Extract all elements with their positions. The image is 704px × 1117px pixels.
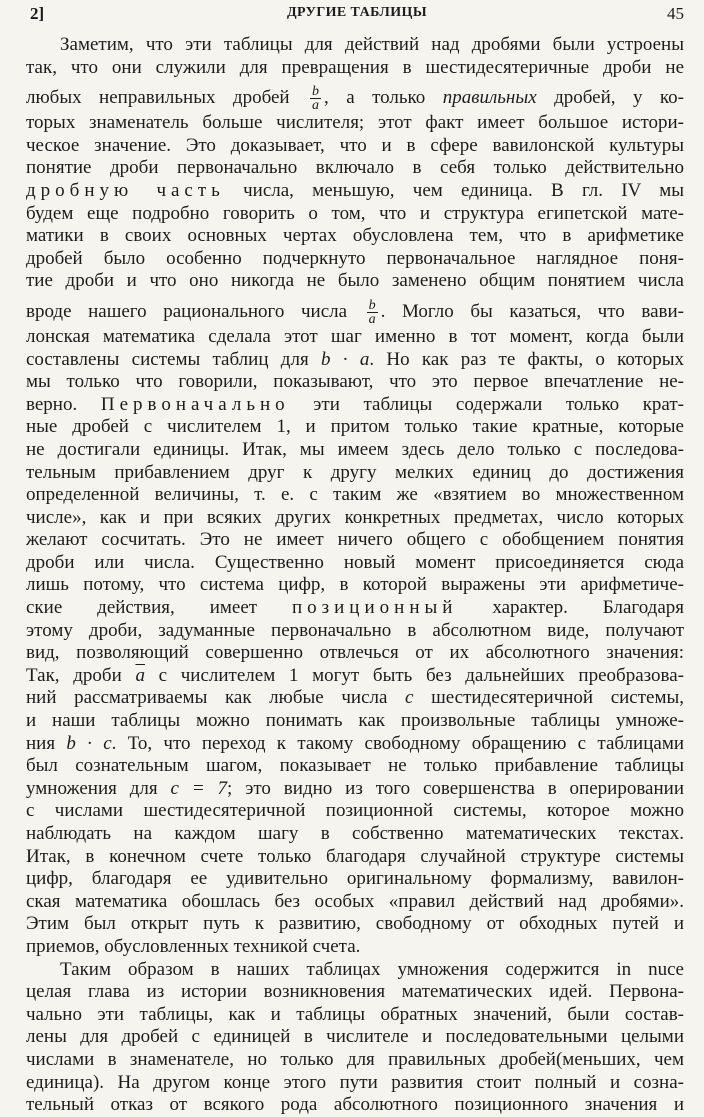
text-line (26, 293, 684, 326)
text-fragment: умножения для (26, 777, 158, 799)
text-line: числами в знаменателе, но только для правильных дробей(меньших, чем (26, 1048, 684, 1070)
fraction-numerator: b (368, 298, 376, 314)
fraction-numerator: b (312, 84, 320, 100)
text-fragment: числа, меньшую, чем единица. В гл. IV мы (243, 179, 685, 201)
text-line: Таким образом в наших таблицах умножения содержится in nuce (60, 958, 684, 980)
text-fragment: вроде нашего рационального числа (26, 300, 348, 322)
text-line: единица). На другом конце этого пути развития стоит полный и созна- (26, 1071, 684, 1093)
text-line: наблюдать на каждом шагу в собственно математических текстах. (26, 823, 684, 844)
math-a-bar: $\overline{a}$ (135, 664, 145, 686)
text-fragment: Так, дроби (26, 664, 122, 686)
text-fragment: ; это видно из того совершенства в оперировании (227, 777, 684, 799)
spaced-emphasis: дробную часть (26, 179, 225, 201)
text-fragment: с числителем 1 могут быть без дальнейших преобразова- (158, 664, 685, 686)
text-line: чально эти таблицы, как и таблицы обратных значений, были состав- (26, 1003, 684, 1025)
text-line: дробей было особенно подчеркнуто первоначальное наглядное поня- (26, 247, 684, 269)
text-line: числе», как и при всяких других конкретных предметах, число которых (26, 506, 684, 528)
text-line: целая глава из истории возникновения математических идей. Первона- (26, 981, 684, 1003)
text-line: матики в своих основных чертах обусловлена тем, что в арифметике (26, 225, 684, 247)
fraction-denominator: a (368, 312, 376, 328)
text-line: вид, позволяющий совершенно отвлечься от их абсолютного значения: (26, 642, 684, 664)
text-fragment: любых неправильных дробей (26, 87, 290, 109)
text-line (26, 349, 684, 372)
fraction-b-over-a (310, 85, 321, 112)
text-fragment: верно. (26, 393, 78, 415)
text-line (26, 180, 684, 203)
spaced-emphasis: позиционный (291, 597, 458, 619)
text-line (26, 394, 684, 417)
text-fragment: характер. Благодаря (492, 597, 684, 619)
text-line: не достигали единицы. Итак, мы имеем здесь дело только с последова- (26, 438, 684, 460)
fraction-b-over-a (367, 299, 378, 326)
text-fragment: . Но как раз те факты, о которых (369, 348, 685, 370)
text-line: желают сосчитать. Это не имеет ничего общего с обобщением понятия (26, 529, 684, 551)
text-line: лонская математика сделала этот шаг именно в тот момент, когда были (26, 325, 684, 347)
text-line: так, что они служили для превращения в шестидесятеричные дроби не (26, 56, 684, 78)
text-line: мы только что говорили, показывают, что это первое впечатление не- (26, 371, 684, 393)
text-fragment: ния (26, 732, 56, 754)
text-line (26, 597, 684, 620)
text-line: ческое значение. Это доказывает, что и в сфере вавилонской культуры (26, 134, 684, 156)
math-c-eq-7: c = 7 (170, 777, 228, 799)
text-line: Заметим, что эти таблицы для действий над дробями были устроены (60, 34, 684, 55)
text-fragment: эти таблицы содержали только крат- (313, 393, 685, 415)
text-line: с числами шестидесятеричной позиционной системы, которое можно (26, 800, 684, 822)
text-line: ская математика обошлась без особых «правил действий над дробями». (26, 890, 684, 912)
text-line (26, 778, 684, 801)
page-number: 45 (667, 4, 684, 23)
math-b-times-c: b · c (66, 732, 112, 754)
text-fragment: дробей, у ко- (554, 87, 684, 109)
text-line: тельный отказ от всякого рода абсолютного позиционного значения и (26, 1094, 684, 1116)
text-line: дроби или числа. Существенно новый момент присоединяется сюда (26, 551, 684, 573)
text-line: лишь потому, что система цифр, в которой выражены эти арифметиче- (26, 574, 684, 596)
text-line: торых знаменатель больше числителя; этот факт имеет большое истори- (26, 112, 684, 134)
text-line: ные дробей с числителем 1, и притом только такие кратные, которые (26, 416, 684, 438)
running-header (30, 4, 684, 28)
math-b-times-a: b · a (320, 348, 370, 370)
text-line: этому дроби, задуманные первоначально в абсолютном виде, получают (26, 619, 684, 641)
page-body-text (26, 34, 684, 1117)
text-line: будем еще подробно говорить о том, что и структура египетской мате- (26, 202, 684, 224)
text-line: Этим был открыт путь к развитию, свободному от обходных путей и (26, 913, 684, 935)
text-fragment: ний рассматриваемы как любые числа (26, 687, 388, 709)
running-title: ДРУГИЕ ТАБЛИЦЫ (287, 5, 427, 20)
text-line: лены для дробей с единицей в числителе и последовательными целыми (26, 1026, 684, 1048)
text-line: тельным прибавлением друг к другу мелких единиц до достижения (26, 461, 684, 483)
text-line: цифр, благодаря ее удивительно оригинальному формализму, вавилон- (26, 868, 684, 890)
chapter-marker: 2] (30, 4, 45, 23)
emphasis-text: правильных (442, 87, 537, 109)
text-fragment: . То, что переход к такому свободному обращению с таблицами (111, 732, 685, 754)
text-fragment: ские действия, имеет (26, 597, 258, 619)
text-line: определенной величины, т. е. с таким же «взятием во множественном (26, 484, 684, 506)
text-fragment: шестидесятеричной системы, (431, 687, 685, 709)
text-line: и наши таблицы можно понимать как произвольные таблицы умноже- (26, 710, 684, 732)
text-line: был сознательным шагом, показывает не только прибавление таблицы (26, 755, 684, 777)
text-line (26, 733, 684, 756)
text-line: понятие дроби первоначально включало в себя только действительно (26, 157, 684, 179)
text-line: тие дроби и что оно никогда не было заменено общим понятием числа (26, 270, 684, 292)
text-fragment: , а только (324, 87, 426, 109)
text-line: приемов, обусловленных техникой счета. (26, 935, 361, 957)
text-line (26, 687, 684, 710)
math-c: c (405, 687, 414, 709)
text-line: Итак, в конечном счете только благодаря случайной структуре системы (26, 845, 684, 867)
text-line (26, 79, 684, 112)
spaced-emphasis: Первоначально (100, 393, 290, 415)
fraction-denominator: a (312, 98, 320, 114)
text-fragment: составлены системы таблиц для (26, 348, 309, 370)
text-line (26, 665, 684, 688)
text-fragment: . Могло бы казаться, что вави- (380, 300, 684, 322)
